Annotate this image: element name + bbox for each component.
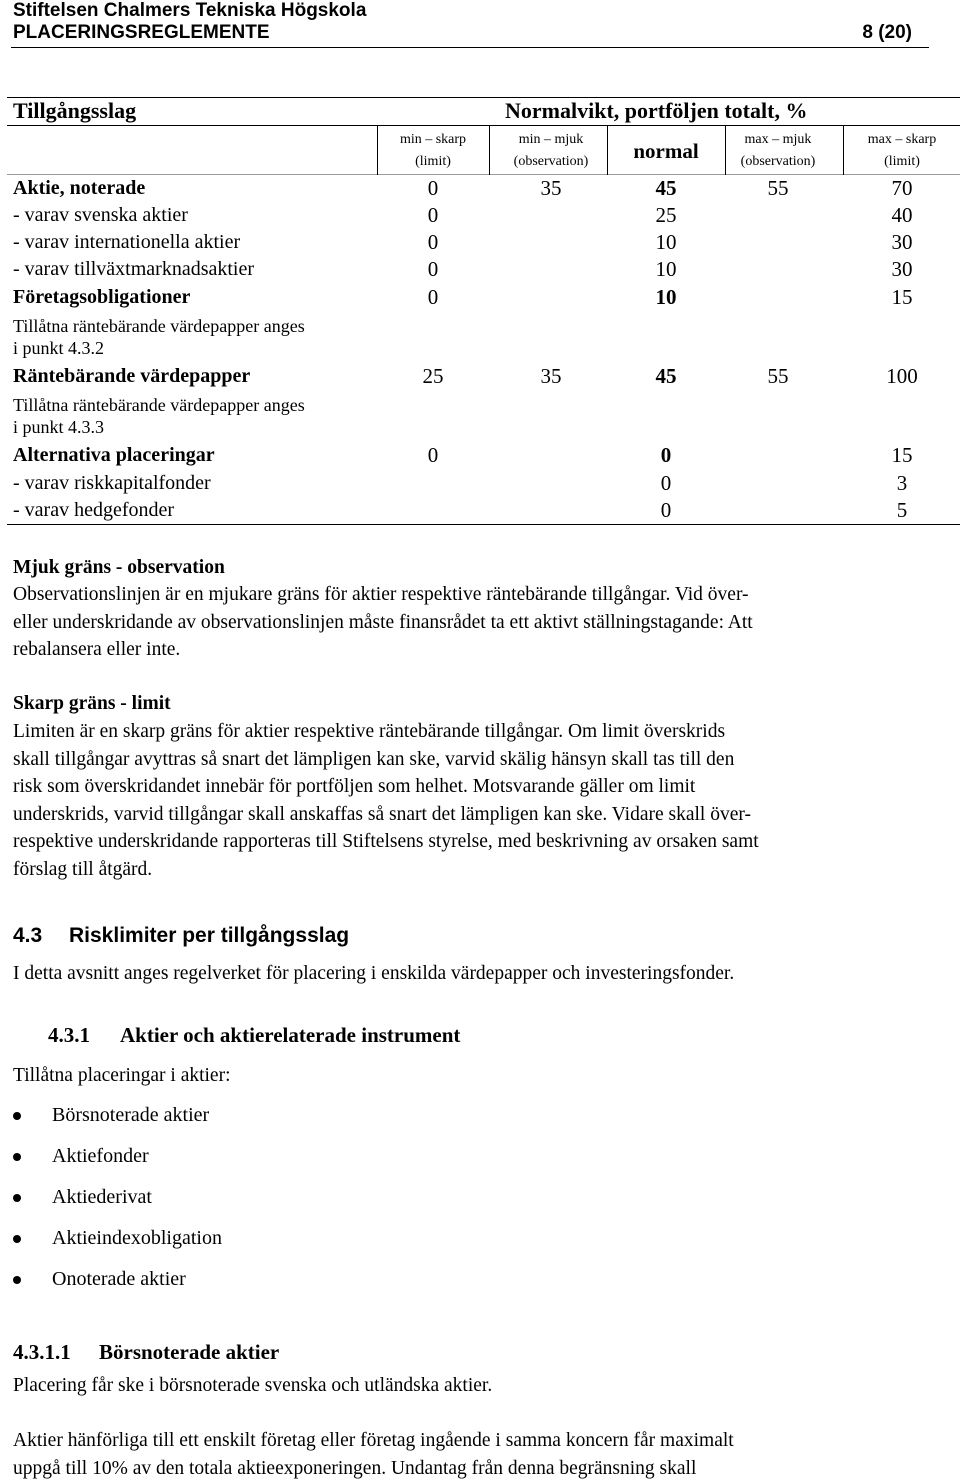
hard-limit-heading: Skarp gräns - limit xyxy=(13,693,171,714)
bullet-icon xyxy=(13,1153,21,1161)
table-cell: 15 xyxy=(891,285,913,309)
row-label: Räntebärande värdepapper xyxy=(13,365,251,387)
table-cell: 55 xyxy=(767,176,789,200)
col-header-min-mjuk: min – mjuk (observation) xyxy=(513,132,589,169)
section-4-3-text: I detta avsnitt anges regelverket för placering i enskilda värdepapper och investeringsfonder. xyxy=(13,963,735,984)
table-cell: 0 xyxy=(660,443,672,467)
table-column-divider xyxy=(607,125,608,175)
table-header-separator xyxy=(7,125,960,126)
table-cell: 0 xyxy=(427,285,439,309)
section-4-3-1-1-paragraph: Aktier hänförliga till ett enskilt företag eller företag ingående i samma koncern får maximalt uppgå till 10% av den totala aktieexponeringen. Undantag från denna begränsning skall xyxy=(13,1430,734,1479)
table-cell: 15 xyxy=(891,443,913,467)
col-header-normal: normal xyxy=(633,139,699,163)
table-cell: 25 xyxy=(655,203,677,227)
table-cell: 0 xyxy=(660,498,672,522)
section-4-3-1-intro: Tillåtna placeringar i aktier: xyxy=(13,1065,231,1086)
hard-limit-text: Limiten är en skarp gräns för aktier respektive räntebärande tillgångar. Om limit överskrids skall tillgångar avyttras så snart det lämpligen kan ske, varvid skälig hänsyn skall tas till den risk som överskridandet innebär för portföljen som helhet. Motsvarande gäller om limit underskrids, varvid tillgångar skall anskaffas så snart det lämpligen kan ske. Vidare skall över- respektive underskridande rapporteras till Stiftelsens styrelse, med beskrivning av orsaken samt förslag till åtgärd. xyxy=(13,721,759,880)
table-column-divider xyxy=(489,125,490,175)
table-cell: 70 xyxy=(891,176,913,200)
row-label: Tillåtna räntebärande värdepapper anges xyxy=(13,395,305,415)
col-header-min-skarp: min – skarp (limit) xyxy=(399,132,467,169)
header-page-number: 8 (20) xyxy=(862,22,912,43)
bullet-icon xyxy=(13,1235,21,1243)
row-label: i punkt 4.3.3 xyxy=(13,417,105,437)
table-cell: 0 xyxy=(427,176,439,200)
bullet-icon xyxy=(13,1112,21,1120)
row-label: - varav svenska aktier xyxy=(13,204,188,226)
row-label: i punkt 4.3.2 xyxy=(13,338,105,358)
table-cell: 10 xyxy=(655,230,677,254)
row-label: Företagsobligationer xyxy=(13,286,191,308)
table-cell: 35 xyxy=(540,364,562,388)
table-cell: 0 xyxy=(427,230,439,254)
bullet-icon xyxy=(13,1276,21,1284)
table-top-border xyxy=(7,97,960,98)
section-4-3-1-heading: 4.3.1 Aktier och aktierelaterade instrument xyxy=(48,1023,461,1047)
table-cell: 55 xyxy=(767,364,789,388)
header-organization: Stiftelsen Chalmers Tekniska Högskola xyxy=(13,0,367,21)
row-label: - varav hedgefonder xyxy=(13,499,175,521)
table-group-title: Normalvikt, portföljen totalt, % xyxy=(505,98,808,123)
header-document-title: PLACERINGSREGLEMENTE xyxy=(13,22,270,43)
row-label: - varav tillväxtmarknadsaktier xyxy=(13,258,255,280)
table-cell: 40 xyxy=(891,203,913,227)
section-4-3-1-1-text: Placering får ske i börsnoterade svenska och utländska aktier. xyxy=(13,1375,493,1396)
table-cell: 5 xyxy=(896,498,908,522)
table-cell: 10 xyxy=(655,285,677,309)
section-4-3-heading: 4.3 Risklimiter per tillgångsslag xyxy=(13,924,350,947)
row-label: - varav internationella aktier xyxy=(13,231,241,253)
soft-limit-text: Observationslinjen är en mjukare gräns för aktier respektive räntebärande tillgångar. Vid över- eller underskridande av observationslinjen måste finansrådet ta ett aktivt ställningstagande: Att rebalansera eller inte. xyxy=(13,584,753,660)
table-cell: 3 xyxy=(896,471,908,495)
bullet-icon xyxy=(13,1194,21,1202)
row-label: Alternativa placeringar xyxy=(13,444,215,466)
row-label: Tillåtna räntebärande värdepapper anges xyxy=(13,316,305,336)
section-4-3-1-1-heading: 4.3.1.1 Börsnoterade aktier xyxy=(13,1340,280,1364)
table-column-title: Tillgångsslag xyxy=(13,98,137,123)
table-cell: 35 xyxy=(540,176,562,200)
table-cell: 0 xyxy=(660,471,672,495)
table-cell: 45 xyxy=(655,364,677,388)
table-cell: 25 xyxy=(422,364,444,388)
col-header-max-mjuk: max – mjuk (observation) xyxy=(740,132,816,169)
table-cell: 0 xyxy=(427,443,439,467)
table-cell: 30 xyxy=(891,257,913,281)
table-cell: 0 xyxy=(427,257,439,281)
soft-limit-heading: Mjuk gräns - observation xyxy=(13,557,225,578)
header-rule xyxy=(11,47,929,48)
table-column-divider xyxy=(843,125,844,175)
table-cell: 0 xyxy=(427,203,439,227)
col-header-max-skarp: max – skarp (limit) xyxy=(867,132,937,169)
table-cell: 100 xyxy=(886,364,918,388)
row-label: Aktie, noterade xyxy=(13,177,146,199)
table-bottom-border xyxy=(7,524,960,525)
row-label: - varav riskkapitalfonder xyxy=(13,472,211,494)
table-cell: 10 xyxy=(655,257,677,281)
table-cell: 30 xyxy=(891,230,913,254)
table-cell: 45 xyxy=(655,176,677,200)
